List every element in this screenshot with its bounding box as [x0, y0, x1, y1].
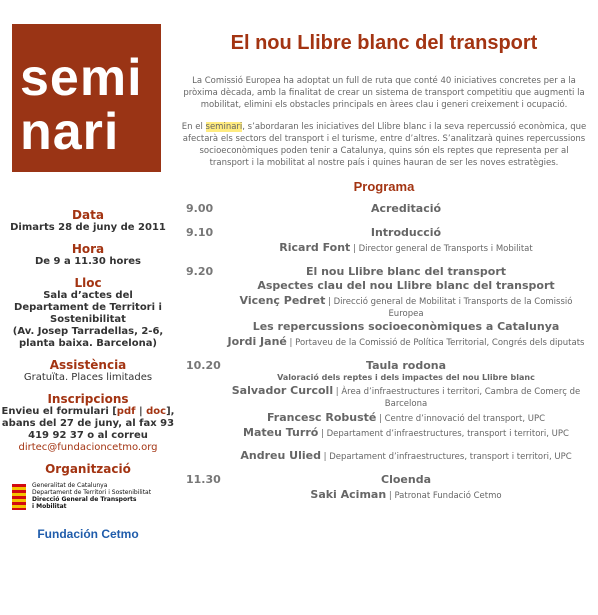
item-time: 9.00 — [186, 202, 214, 215]
gencat-line-4: i Mobilitat — [32, 503, 67, 510]
item-title: Cloenda — [381, 473, 431, 486]
item-title: Introducció — [370, 226, 442, 239]
programme-item — [180, 359, 588, 463]
registration-text-a: Envieu el formulari [ — [1, 406, 117, 417]
generalitat-logo — [12, 482, 164, 514]
registration-heading: Inscripcions — [47, 392, 129, 406]
item-title: El nou Llibre blanc del transport — [305, 265, 507, 278]
logo-line-2: nari — [20, 103, 120, 161]
item-subtitle: Aspectes clau del nou Llibre blanc del transport — [257, 279, 555, 292]
speaker-line: Jordi Jané | Portaveu de la Comissió de Política Territorial, Congrés dels diputats — [227, 335, 585, 348]
item-time: 9.20 — [186, 265, 214, 278]
gencat-line-2: Departament de Territori i Sostenibilitat — [32, 489, 152, 496]
speaker-line: Saki Aciman | Patronat Fundació Cetmo — [310, 488, 502, 501]
logo-line-1: semi — [20, 49, 143, 107]
registration-text — [0, 406, 176, 442]
gencat-line-3: Direcció General de Transports — [32, 496, 137, 503]
place-line-3: (Av. Josep Tarradellas, 2-6, planta baixa. Barcelona) — [12, 326, 164, 349]
registration-sep: | — [135, 406, 147, 417]
attendance-value: Gratuïta. Places limitades — [23, 372, 153, 383]
gencat-line-1: Generalitat de Catalunya — [32, 482, 108, 489]
date-heading: Data — [72, 208, 104, 222]
info-sidebar — [0, 208, 176, 540]
speaker-line: Vicenç Pedret | Direcció general de Mobilitat i Transports de la Comissió Europea — [239, 294, 573, 319]
attendance-heading: Assistència — [49, 358, 127, 372]
page-title: El nou Llibre blanc del transport — [230, 32, 538, 54]
speaker-line: Francesc Robusté | Centre d’innovació del transport, UPC — [266, 411, 546, 424]
programme-heading: Programa — [353, 179, 415, 194]
item-title: Taula rodona — [365, 359, 447, 372]
item-time: 9.10 — [186, 226, 214, 239]
item-time: 11.30 — [186, 473, 221, 486]
speaker-line: Andreu Ulied | Departament d’infraestructures, transport i territori, UPC — [240, 449, 572, 462]
senyera-icon — [12, 484, 26, 510]
place-line-1: Sala d’actes del — [43, 290, 133, 301]
programme-item — [180, 226, 588, 255]
speaker-line: Ricard Font | Director general de Transports i Mobilitat — [279, 241, 533, 254]
seminari-logo — [12, 24, 161, 172]
doc-link[interactable]: doc — [146, 406, 167, 417]
intro-paragraph-2: En el seminari, s’abordaran les iniciatives del Llibre blanc i la seva repercussió econòmica, que afectarà els sectors del transport i el turisme, entre d’altres. S’analitzarà quines repercussions socioeconòmiques poden tenir a Catalunya, quins són els reptes que representa per al transport i la mobilitat al nostre país i quines hauran de ser les noves estratègies. — [181, 122, 587, 168]
item-subtitle: Les repercussions socioeconòmiques a Catalunya — [252, 320, 560, 333]
programme-item — [180, 265, 588, 349]
intro-paragraph-1: La Comissió Europea ha adoptat un full de ruta que conté 40 iniciatives concretes per a la pròxima dècada, amb la finalitat de crear un sistema de transport competitiu que augmenti la mobilitat, elimini els obstacles principals en àrees clau i generi creixement i ocupació. — [183, 76, 585, 110]
organization-heading: Organització — [45, 462, 131, 476]
place-heading: Lloc — [74, 276, 102, 290]
time-value: De 9 a 11.30 hores — [34, 256, 141, 267]
place-line-2: Departament de Territori i Sostenibilitat — [14, 302, 162, 325]
speaker-line: Salvador Curcoll | Àrea d’infraestructures i territori, Cambra de Comerç de Barcelona — [231, 384, 581, 409]
item-title: Acreditació — [370, 202, 442, 215]
item-time: 10.20 — [186, 359, 221, 372]
cetmo-logo: Fundación Cetmo — [37, 527, 139, 541]
date-value: Dimarts 28 de juny de 2011 — [10, 222, 166, 233]
item-description: Valoració dels reptes i dels impactes del nou Llibre blanc — [277, 373, 535, 382]
time-heading: Hora — [71, 242, 105, 256]
programme-item — [180, 202, 588, 216]
email-link[interactable]: dirtec@fundacioncetmo.org — [18, 442, 158, 453]
speaker-line: Mateu Turró | Departament d’infraestructures, transport i territori, UPC — [243, 426, 569, 439]
main-content — [180, 32, 588, 512]
pdf-link[interactable]: pdf — [116, 406, 136, 417]
programme-item — [180, 473, 588, 502]
search-highlight: seminari — [205, 122, 243, 132]
registration-text-b: ], abans del 27 de juny, al fax 93 419 92 37 o al correu — [1, 406, 175, 441]
